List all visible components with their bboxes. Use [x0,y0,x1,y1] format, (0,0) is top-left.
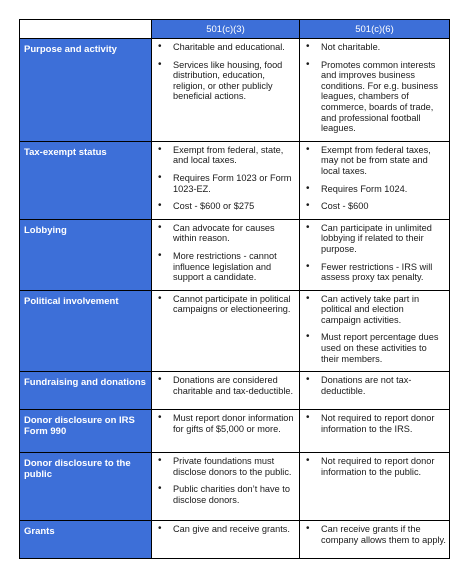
cell-501c3 [152,372,300,410]
row-label: Grants [20,521,152,559]
bullet-item: • Must report donor information for gifts of $5,000 or more. [158,413,296,434]
cell-501c6 [300,372,450,410]
bullet-item: • Can participate in unlimited lobbying if related to their purpose. [306,223,446,255]
bullet-list [306,42,446,134]
cell-501c3 [152,141,300,219]
header-row [20,20,450,39]
header-corner [20,20,152,39]
bullet-list [158,42,296,102]
bullet-item: • Private foundations must disclose donors to the public. [158,456,296,477]
bullet-list [306,456,446,477]
bullet-list [158,456,296,505]
bullet-item: • Requires Form 1024. [306,184,446,195]
header-501c3: 501(c)(3) [152,20,300,39]
bullet-list [306,294,446,365]
cell-501c6 [300,290,450,372]
cell-501c3 [152,453,300,521]
table-row-donor-disclosure-to-the-public [20,453,450,521]
table-row-purpose-and-activity [20,39,450,142]
row-label: Donor disclosure on IRS Form 990 [20,410,152,453]
bullet-item: • Charitable and educational. [158,42,296,53]
cell-501c6 [300,141,450,219]
table-row-donor-disclosure-on-irs-form-990 [20,410,450,453]
bullet-item: • More restrictions - cannot influence legislation and support a candidate. [158,251,296,283]
table-row-tax-exempt-status [20,141,450,219]
table-row-grants [20,521,450,559]
bullet-list [306,145,446,212]
bullet-list [158,223,296,283]
bullet-item: • Cost - $600 or $275 [158,201,296,212]
header-501c6: 501(c)(6) [300,20,450,39]
bullet-list [306,375,446,396]
bullet-item: • Promotes common interests and improves business conditions. For e.g. business leagues, chambers of commerce, boards of trade, and professional football leagues. [306,60,446,134]
cell-501c6 [300,39,450,142]
row-label: Political involvement [20,290,152,372]
bullet-item: • Can receive grants if the company allows them to apply. [306,524,446,545]
bullet-list [158,413,296,434]
bullet-list [306,524,446,545]
cell-501c6 [300,453,450,521]
row-label: Fundraising and donations [20,372,152,410]
bullet-item: • Can advocate for causes within reason. [158,223,296,244]
bullet-list [158,145,296,212]
table-row-political-involvement [20,290,450,372]
row-label: Purpose and activity [20,39,152,142]
cell-501c3 [152,410,300,453]
row-label: Donor disclosure to the public [20,453,152,521]
cell-501c3 [152,290,300,372]
bullet-item: • Public charities don’t have to disclose donors. [158,484,296,505]
bullet-item: • Donations are not tax-deductible. [306,375,446,396]
bullet-item: • Fewer restrictions - IRS will assess proxy tax penalty. [306,262,446,283]
bullet-item: • Can actively take part in political and election campaign activities. [306,294,446,326]
cell-501c3 [152,219,300,290]
bullet-list [306,413,446,434]
bullet-list [158,524,296,535]
bullet-item: • Not charitable. [306,42,446,53]
table-row-fundraising-and-donations [20,372,450,410]
bullet-item: • Exempt from federal, state, and local taxes. [158,145,296,166]
cell-501c6 [300,410,450,453]
bullet-item: • Cannot participate in political campaigns or electioneering. [158,294,296,315]
bullet-list [306,223,446,283]
bullet-list [158,375,296,396]
bullet-list [158,294,296,315]
row-label: Tax-exempt status [20,141,152,219]
cell-501c3 [152,521,300,559]
bullet-item: • Cost - $600 [306,201,446,212]
bullet-item: • Requires Form 1023 or Form 1023-EZ. [158,173,296,194]
cell-501c6 [300,521,450,559]
bullet-item: • Services like housing, food distribution, education, religion, or other publicly beneficial actions. [158,60,296,102]
bullet-item: • Can give and receive grants. [158,524,296,535]
comparison-table [19,19,450,559]
row-label: Lobbying [20,219,152,290]
bullet-item: • Exempt from federal taxes, may not be from state and local taxes. [306,145,446,177]
bullet-item: • Not required to report donor information to the public. [306,456,446,477]
cell-501c3 [152,39,300,142]
bullet-item: • Not required to report donor information to the IRS. [306,413,446,434]
cell-501c6 [300,219,450,290]
bullet-item: • Must report percentage dues used on these activities to their members. [306,332,446,364]
table-row-lobbying [20,219,450,290]
bullet-item: • Donations are considered charitable and tax-deductible. [158,375,296,396]
